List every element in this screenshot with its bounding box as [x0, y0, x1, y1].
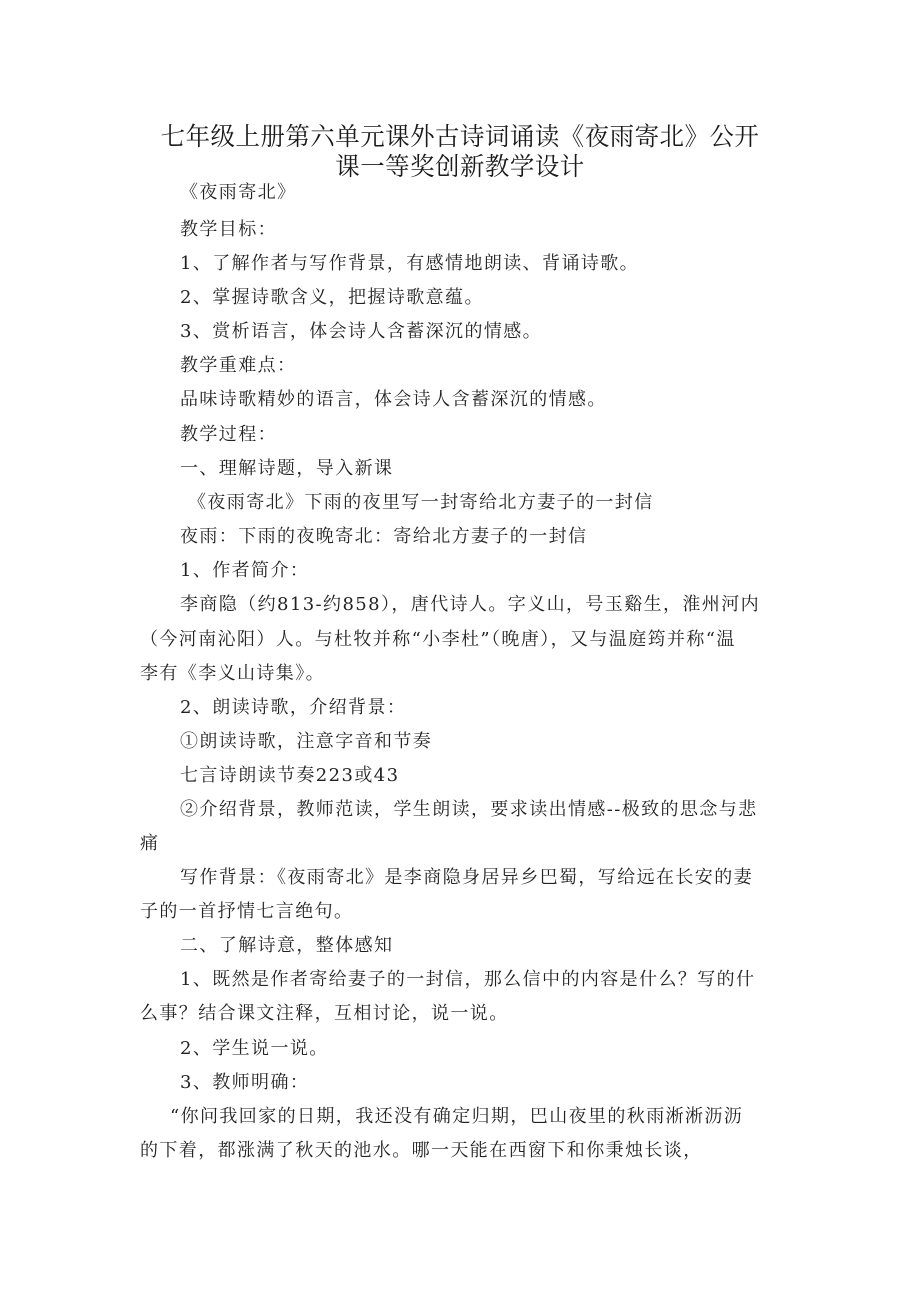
- heading-key-points: 教学重难点：: [180, 355, 297, 376]
- section-2-heading: 二、了解诗意，整体感知: [180, 935, 394, 956]
- objective-3: 3、赏析语言，体会诗人含蓄深沉的情感。: [180, 321, 543, 342]
- author-intro-heading: 1、作者简介：: [180, 560, 310, 581]
- heading-objectives: 教学目标：: [180, 219, 277, 240]
- reading-heading: 2、朗读诗歌，介绍背景：: [180, 697, 407, 718]
- translation-line-2: 的下着，都涨满了秋天的池水。哪一天能在西窗下和你秉烛长谈，: [140, 1140, 703, 1161]
- document-title-line-1: 七年级上册第六单元课外古诗词诵读《夜雨寄北》公开: [160, 122, 760, 151]
- reading-step-2-line-1: ②介绍背景，教师范读，学生朗读，要求读出情感--极致的思念与悲: [180, 799, 758, 820]
- author-intro-line-1: 李商隐（约813-约858），唐代诗人。字义山，号玉谿生，淮州河内: [180, 594, 760, 615]
- author-intro-line-3: 李有《李义山诗集》。: [140, 663, 325, 684]
- objective-2: 2、掌握诗歌含义，把握诗歌意蕴。: [180, 287, 484, 308]
- translation-line-1: “你问我回家的日期，我还没有确定归期，巴山夜里的秋雨淅淅沥沥: [170, 1106, 744, 1127]
- question-line-2: 么事？结合课文注释，互相讨论，说一说。: [140, 1003, 509, 1024]
- objective-1: 1、了解作者与写作背景，有感情地朗读、背诵诗歌。: [180, 253, 640, 274]
- heading-process: 教学过程：: [180, 424, 277, 445]
- students-discuss: 2、学生说一说。: [180, 1038, 329, 1059]
- key-points-text: 品味诗歌精妙的语言，体会诗人含蓄深沉的情感。: [180, 389, 607, 410]
- teacher-clarify: 3、教师明确：: [180, 1072, 310, 1093]
- question-line-1: 1、既然是作者寄给妻子的一封信，那么信中的内容是什么？写的什: [180, 969, 756, 990]
- poem-title-line: 《夜雨寄北》: [180, 182, 297, 203]
- reading-rhythm: 七言诗朗读节奏223或43: [180, 765, 400, 786]
- section-1-heading: 一、理解诗题，导入新课: [180, 458, 394, 479]
- reading-step-1: ①朗读诗歌，注意字音和节奏: [180, 731, 433, 752]
- document-title-line-2: 课一等奖创新教学设计: [335, 152, 585, 181]
- author-intro-line-2: （今河南沁阳）人。与杜牧并称“小李杜”（晚唐），又与温庭筠并称“温: [140, 629, 736, 650]
- reading-step-2-line-2: 痛: [140, 833, 160, 854]
- title-explanation: 《夜雨寄北》下雨的夜里写一封寄给北方妻子的一封信: [188, 492, 654, 513]
- background-line-2: 子的一首抒情七言绝句。: [140, 901, 354, 922]
- background-line-1: 写作背景：《夜雨寄北》是李商隐身居异乡巴蜀，写给远在长安的妻: [180, 867, 753, 888]
- title-word-explanation: 夜雨：下雨的夜晚寄北：寄给北方妻子的一封信: [180, 526, 588, 547]
